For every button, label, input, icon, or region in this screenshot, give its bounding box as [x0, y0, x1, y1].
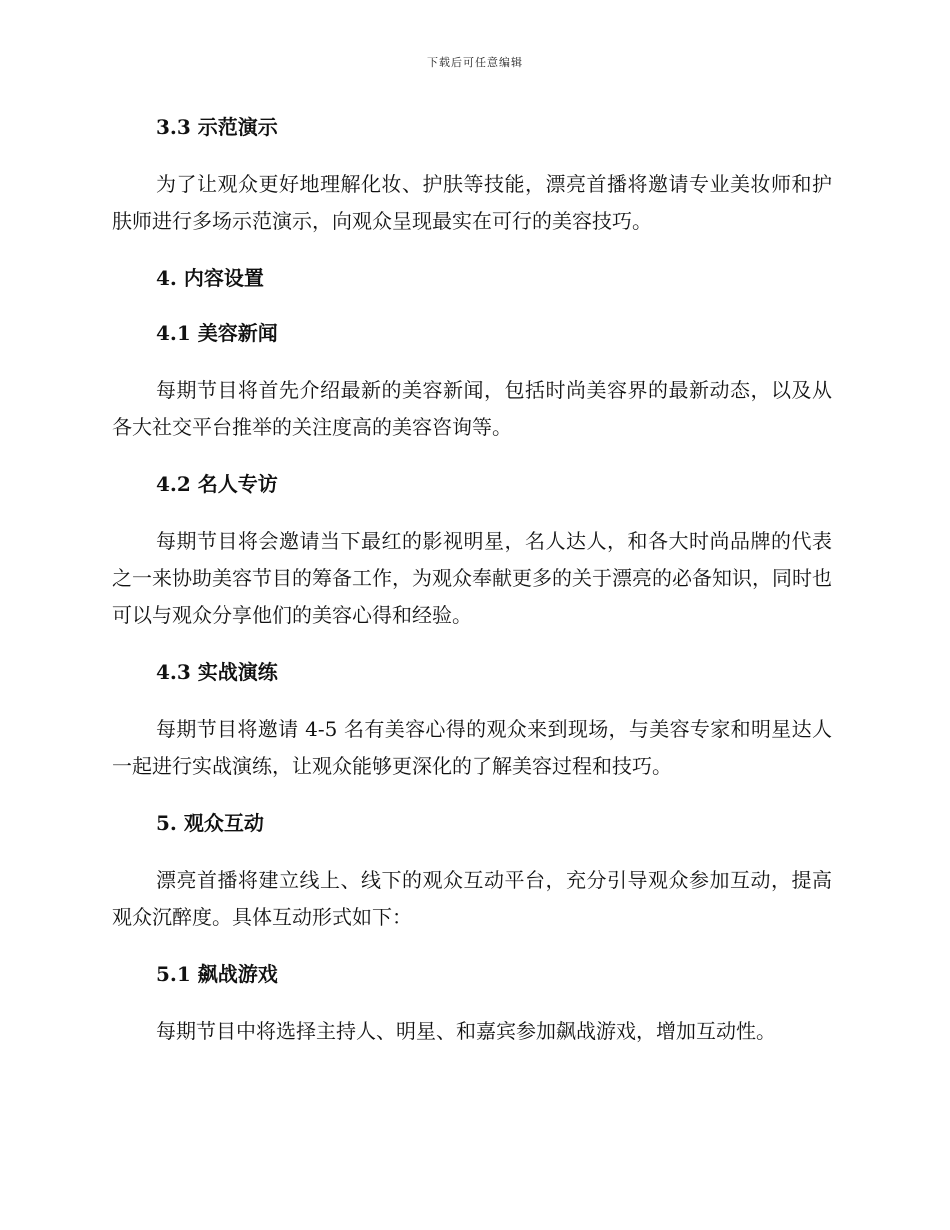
section-4-heading: 4. 内容设置	[156, 266, 264, 290]
page-header: 下载后可任意编辑	[427, 56, 523, 69]
section-4-2-paragraph: 每期节目将会邀请当下最红的影视明星，名人达人，和各大时尚品牌的代表之一来协助美容节目的筹备工作，为观众奉献更多的关于漂亮的必备知识，同时也可以与观众分享他们的美容心得和经验。	[112, 529, 832, 627]
section-3-3-paragraph: 为了让观众更好地理解化妆、护肤等技能，漂亮首播将邀请专业美妆师和护肤师进行多场示范演示，向观众呈现最实在可行的美容技巧。	[112, 172, 832, 233]
document-body	[112, 110, 832, 1050]
section-5-heading: 5. 观众互动	[156, 811, 264, 835]
section-5-1-heading: 5.1 飙战游戏	[156, 962, 278, 986]
section-3-3-heading: 3.3 示范演示	[156, 115, 278, 139]
section-4-2-heading: 4.2 名人专访	[156, 472, 278, 496]
section-4-1-paragraph: 每期节目将首先介绍最新的美容新闻，包括时尚美容界的最新动态，以及从各大社交平台推举的关注度高的美容咨询等。	[112, 378, 832, 439]
section-5-1-paragraph: 每期节目中将选择主持人、明星、和嘉宾参加飙战游戏，增加互动性。	[156, 1019, 776, 1043]
section-5-paragraph: 漂亮首播将建立线上、线下的观众互动平台，充分引导观众参加互动，提高观众沉醉度。具体互动形式如下：	[112, 868, 832, 929]
section-4-3-heading: 4.3 实战演练	[156, 660, 278, 684]
section-4-3-paragraph: 每期节目将邀请 4-5 名有美容心得的观众来到现场，与美容专家和明星达人一起进行实战演练，让观众能够更深化的了解美容过程和技巧。	[112, 717, 832, 778]
section-4-1-heading: 4.1 美容新闻	[156, 321, 278, 345]
